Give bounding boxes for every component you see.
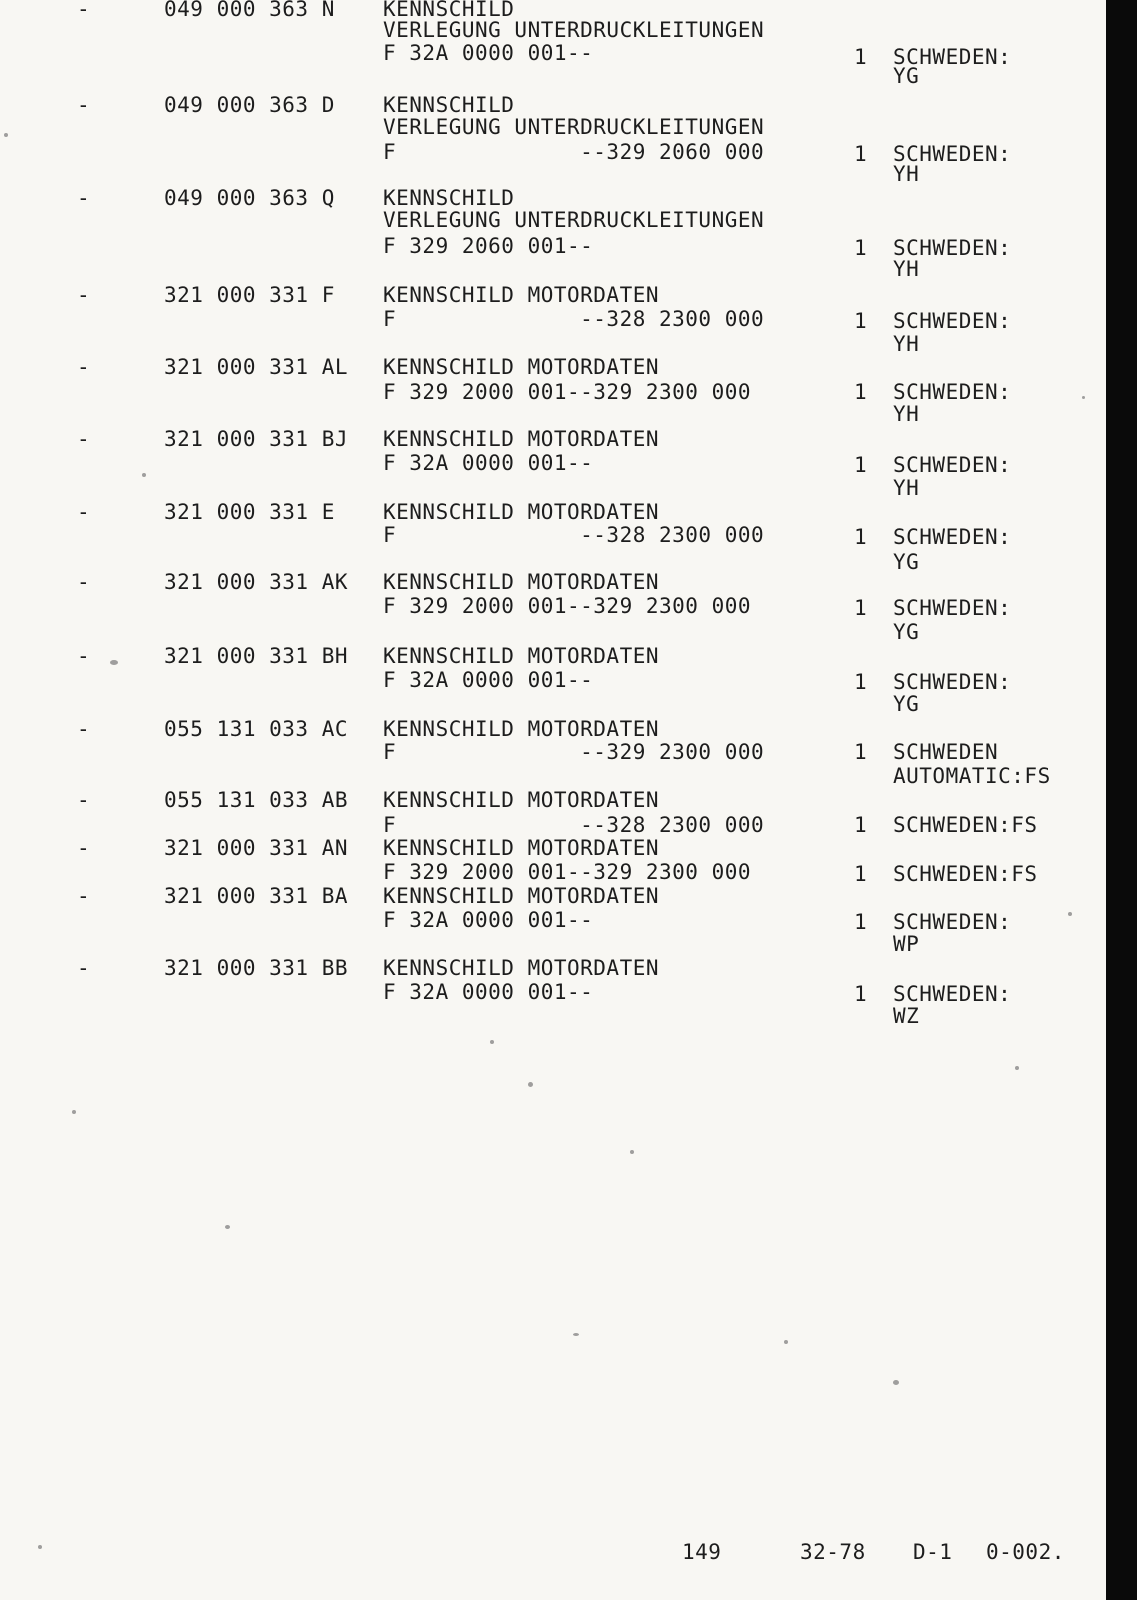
entry-dash: - bbox=[77, 717, 91, 741]
remark: SCHWEDEN: bbox=[893, 453, 1012, 477]
remark: SCHWEDEN: bbox=[893, 910, 1012, 934]
chassis-range: F 329 2000 001--329 2300 000 bbox=[383, 380, 752, 404]
part-description: KENNSCHILD bbox=[383, 93, 515, 117]
chassis-range: F 329 2000 001--329 2300 000 bbox=[383, 594, 752, 618]
part-number: 055 131 033 AC bbox=[164, 717, 349, 741]
document-code: 0-002. bbox=[986, 1540, 1065, 1564]
scan-speck bbox=[784, 1340, 788, 1344]
quantity: 1 bbox=[854, 910, 868, 934]
part-number: 321 000 331 F bbox=[164, 283, 335, 307]
part-description: KENNSCHILD MOTORDATEN bbox=[383, 956, 660, 980]
chassis-range: F --328 2300 000 bbox=[383, 813, 765, 837]
quantity: 1 bbox=[854, 142, 868, 166]
scan-speck bbox=[1082, 396, 1085, 399]
part-description-2: VERLEGUNG UNTERDRUCKLEITUNGEN bbox=[383, 18, 765, 42]
entry-dash: - bbox=[77, 836, 91, 860]
chassis-range: F 32A 0000 001-- bbox=[383, 980, 594, 1004]
chassis-range: F --329 2060 000 bbox=[383, 140, 765, 164]
entry-dash: - bbox=[77, 788, 91, 812]
remark: SCHWEDEN: bbox=[893, 670, 1012, 694]
remark: SCHWEDEN:FS bbox=[893, 862, 1038, 886]
scan-speck bbox=[573, 1333, 579, 1336]
part-description: KENNSCHILD MOTORDATEN bbox=[383, 427, 660, 451]
part-number: 321 000 331 BB bbox=[164, 956, 349, 980]
remark-2: YH bbox=[893, 476, 920, 500]
quantity: 1 bbox=[854, 862, 868, 886]
part-description-2: VERLEGUNG UNTERDRUCKLEITUNGEN bbox=[383, 115, 765, 139]
part-number: 049 000 363 N bbox=[164, 0, 335, 21]
part-description: KENNSCHILD MOTORDATEN bbox=[383, 836, 660, 860]
entry-dash: - bbox=[77, 427, 91, 451]
part-number: 321 000 331 AN bbox=[164, 836, 349, 860]
scan-speck bbox=[893, 1380, 899, 1385]
part-description: KENNSCHILD MOTORDATEN bbox=[383, 283, 660, 307]
entry-dash: - bbox=[77, 186, 91, 210]
entry-dash: - bbox=[77, 644, 91, 668]
part-description: KENNSCHILD MOTORDATEN bbox=[383, 500, 660, 524]
quantity: 1 bbox=[854, 309, 868, 333]
remark: SCHWEDEN: bbox=[893, 45, 1012, 69]
remark-2: YG bbox=[893, 64, 920, 88]
group-number: 32-78 bbox=[800, 1540, 866, 1564]
part-number: 055 131 033 AB bbox=[164, 788, 349, 812]
entry-dash: - bbox=[77, 884, 91, 908]
part-description: KENNSCHILD MOTORDATEN bbox=[383, 644, 660, 668]
entry-dash: - bbox=[77, 93, 91, 117]
entry-dash: - bbox=[77, 500, 91, 524]
chassis-range: F 329 2000 001--329 2300 000 bbox=[383, 860, 752, 884]
part-description: KENNSCHILD bbox=[383, 186, 515, 210]
scan-speck bbox=[142, 473, 146, 477]
chassis-range: F --328 2300 000 bbox=[383, 523, 765, 547]
remark: SCHWEDEN: bbox=[893, 596, 1012, 620]
remark-2: WP bbox=[893, 932, 920, 956]
scan-speck bbox=[1068, 912, 1072, 916]
scan-speck bbox=[72, 1110, 76, 1114]
chassis-range: F --329 2300 000 bbox=[383, 740, 765, 764]
entry-dash: - bbox=[77, 0, 91, 21]
remark-2: YG bbox=[893, 620, 920, 644]
chassis-range: F 32A 0000 001-- bbox=[383, 668, 594, 692]
scan-speck bbox=[38, 1545, 42, 1549]
quantity: 1 bbox=[854, 596, 868, 620]
remark: SCHWEDEN: bbox=[893, 525, 1012, 549]
remark: SCHWEDEN: bbox=[893, 982, 1012, 1006]
remark-2: YH bbox=[893, 257, 920, 281]
quantity: 1 bbox=[854, 740, 868, 764]
remark: SCHWEDEN:FS bbox=[893, 813, 1038, 837]
quantity: 1 bbox=[854, 670, 868, 694]
quantity: 1 bbox=[854, 45, 868, 69]
quantity: 1 bbox=[854, 525, 868, 549]
chassis-range: F 32A 0000 001-- bbox=[383, 41, 594, 65]
remark-2: YH bbox=[893, 402, 920, 426]
part-number: 321 000 331 BJ bbox=[164, 427, 349, 451]
chassis-range: F 32A 0000 001-- bbox=[383, 451, 594, 475]
part-description: KENNSCHILD bbox=[383, 0, 515, 21]
part-number: 321 000 331 BA bbox=[164, 884, 349, 908]
part-number: 321 000 331 BH bbox=[164, 644, 349, 668]
part-number: 049 000 363 Q bbox=[164, 186, 335, 210]
scan-speck bbox=[1015, 1066, 1019, 1070]
part-description: KENNSCHILD MOTORDATEN bbox=[383, 570, 660, 594]
remark-2: YG bbox=[893, 550, 920, 574]
quantity: 1 bbox=[854, 380, 868, 404]
remark: SCHWEDEN: bbox=[893, 142, 1012, 166]
part-description-2: VERLEGUNG UNTERDRUCKLEITUNGEN bbox=[383, 208, 765, 232]
scan-speck bbox=[630, 1150, 634, 1154]
chassis-range: F 329 2060 001-- bbox=[383, 234, 594, 258]
entry-dash: - bbox=[77, 355, 91, 379]
quantity: 1 bbox=[854, 453, 868, 477]
scan-speck bbox=[225, 1225, 230, 1229]
remark-2: AUTOMATIC:FS bbox=[893, 764, 1051, 788]
remark: SCHWEDEN: bbox=[893, 236, 1012, 260]
entry-dash: - bbox=[77, 283, 91, 307]
part-description: KENNSCHILD MOTORDATEN bbox=[383, 355, 660, 379]
scan-edge bbox=[1106, 0, 1137, 1600]
remark: SCHWEDEN: bbox=[893, 309, 1012, 333]
section-code: D-1 bbox=[913, 1540, 953, 1564]
part-description: KENNSCHILD MOTORDATEN bbox=[383, 788, 660, 812]
scan-speck bbox=[110, 660, 118, 665]
part-number: 321 000 331 AL bbox=[164, 355, 349, 379]
part-number: 321 000 331 AK bbox=[164, 570, 349, 594]
quantity: 1 bbox=[854, 236, 868, 260]
remark-2: YG bbox=[893, 692, 920, 716]
quantity: 1 bbox=[854, 982, 868, 1006]
quantity: 1 bbox=[854, 813, 868, 837]
part-description: KENNSCHILD MOTORDATEN bbox=[383, 884, 660, 908]
part-number: 049 000 363 D bbox=[164, 93, 335, 117]
chassis-range: F --328 2300 000 bbox=[383, 307, 765, 331]
remark: SCHWEDEN: bbox=[893, 380, 1012, 404]
scan-speck bbox=[528, 1082, 533, 1087]
entry-dash: - bbox=[77, 956, 91, 980]
scan-speck bbox=[490, 1040, 494, 1044]
remark-2: WZ bbox=[893, 1004, 920, 1028]
part-number: 321 000 331 E bbox=[164, 500, 335, 524]
chassis-range: F 32A 0000 001-- bbox=[383, 908, 594, 932]
entry-dash: - bbox=[77, 570, 91, 594]
remark-2: YH bbox=[893, 332, 920, 356]
page-number: 149 bbox=[682, 1540, 722, 1564]
remark: SCHWEDEN bbox=[893, 740, 999, 764]
remark-2: YH bbox=[893, 162, 920, 186]
scan-speck bbox=[4, 133, 8, 137]
part-description: KENNSCHILD MOTORDATEN bbox=[383, 717, 660, 741]
